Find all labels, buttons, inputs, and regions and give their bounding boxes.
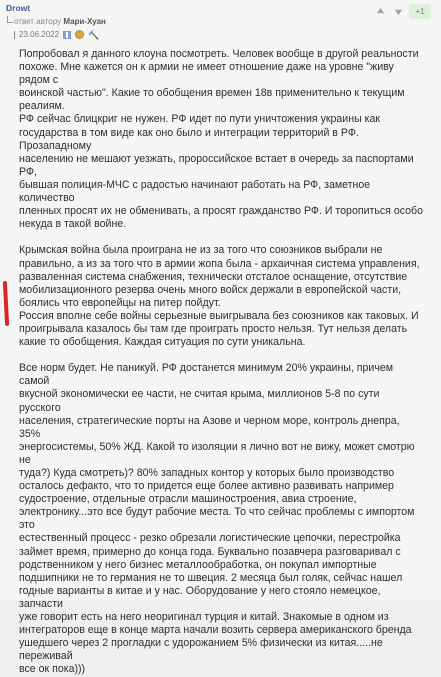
- meta-divider: [14, 31, 15, 39]
- medal-icon: [75, 30, 84, 39]
- badge-icon: [63, 31, 71, 39]
- comment-header: [0, 0, 441, 42]
- vote-controls: [373, 4, 431, 19]
- paragraph-gap: [19, 231, 423, 244]
- reply-to-line: [14, 17, 106, 26]
- comment-date: 23.06.2022: [19, 30, 60, 39]
- red-highlight-marker: [3, 281, 9, 326]
- comment-body: [19, 48, 423, 677]
- comment-meta: [14, 30, 99, 39]
- reply-prefix: ответ автору: [14, 17, 62, 26]
- comment-username[interactable]: Drowt: [6, 3, 31, 13]
- vote-up-icon[interactable]: [373, 5, 387, 19]
- reply-arrow-icon: [7, 16, 13, 23]
- reply-to-author[interactable]: Мари-Хуан: [63, 17, 106, 26]
- comment-paragraph: Все норм будет. Не паникуй. РФ достанется минимум 20% украины, причем самой вкусной экономически ее части, не считая крыма, миллионов 5-8 по сути русского населения, стратегические порты на Азове и черном море, контроль днепра, 35% энергосистемы, 50% ЖД. Какой то изоляции я лично вот не вижу, может смотрю не туда?) Куда смотреть)? 80% западных контор у которых было производство осталось дефакто, что то придется еще более активно развивать например судостроение, отдельные отрасли машиностроения, авиа строение, электронику...это все будут рабочие места. То что сейчас проблемы с импортом это естественный процесс - резко обрезали логистические цепочки, перестройка займет время, примерно до конца года. Буквально позавчера разговаривал с родственником у него бизнес металлообработка, он покупал импортные подшипники не то германия не то швеция. 2 месяца был голяк, сейчас нашел годные варианты в китае и у нас. Оборудование у него стояло немецкое, запчасти уже говорит есть на него неоригинал турция и китай. Знакомые в одном из интеграторов еще в конце марта начали возить сервера американского бренда ушедшего через 2 прогладки с удорожанием 5% физически из китая.....не переживай все ок пока))): [19, 362, 415, 676]
- comment-score: +1: [409, 4, 431, 19]
- paragraph-gap: [19, 349, 423, 362]
- comment-paragraph: Крымская война была проиграна не из за того что союзников выбрали не правильно, а из за того что в армии жопа была - архаичная система управления, разваленная система снабжения, технически отсталое оснащение, отсутствие мобилизационного резерва очень много войск держали в европейской части, боялись что европейцы на питер пойдут. Россия вполне себе войны серьезные выигрывала без союзников как таковых. И проигрывала казалось бы там где проиграть просто нельзя. Тут нельзя делать какие то обобщения. Каждая ситуация по сути уникальна.: [19, 244, 420, 349]
- vote-down-icon[interactable]: [391, 5, 405, 19]
- comment-paragraph: Попробовал я данного клоуна посмотреть. Человек вообще в другой реальности похоже. Мне кажется он к армии не имеет отношение даже на уровне "живу рядом с воинской частью". Какие то обобщения времен 18в применительно к текущим реалиям. РФ сейчас блицкриг не нужен. РФ идет по пути уничтожения украины как государства в том виде как оно было и интеграции территорий в РФ. Прозападному населению не мешают уезжать, пророссийское встает в очередь за паспортами РФ, бывшая полиция-МЧС с радостью начинают работать на РФ, заметное количество пленных просят их не обменивать, а просят гражданство РФ. И торопиться особо некуда в такой войне.: [19, 48, 423, 231]
- hammer-icon: 🔨: [88, 29, 100, 40]
